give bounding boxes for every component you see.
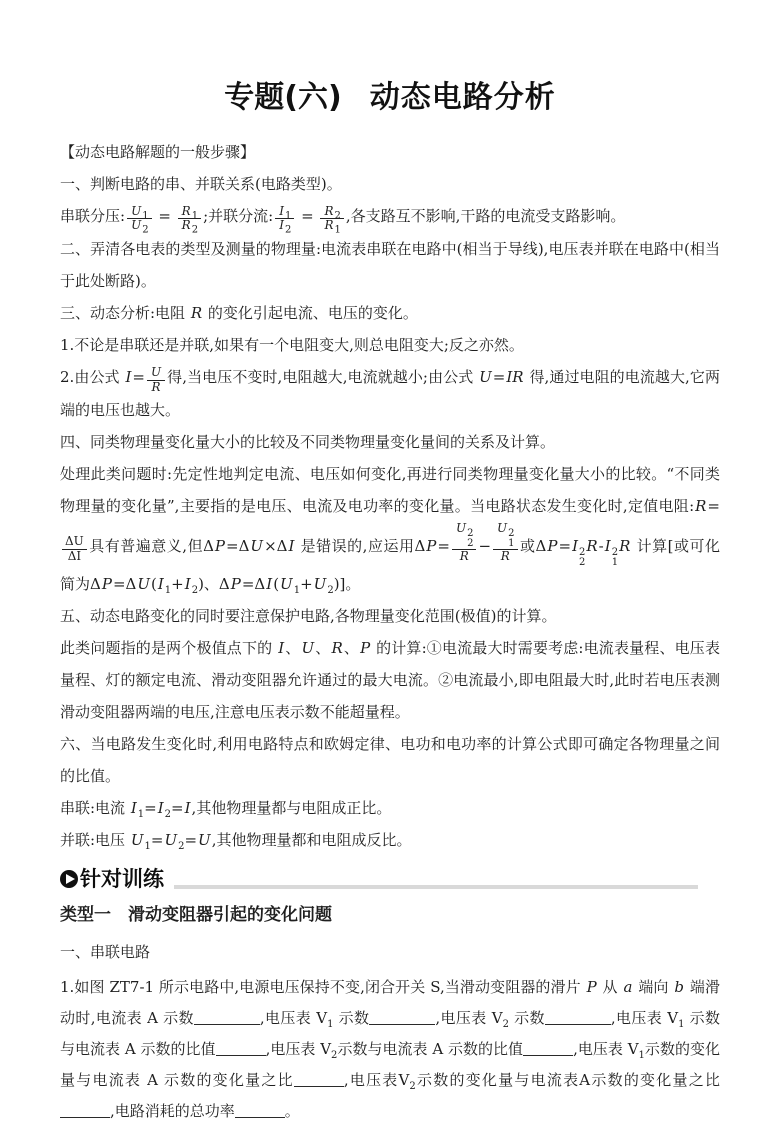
page-title-main: 动态电路分析 [369, 80, 556, 115]
series-ratio: 串联:电流 $I_1=I_2=I$,其他物理量都与电阻成正比。 [60, 798, 392, 820]
answer-blank [216, 1041, 266, 1056]
series-parallel-formula: 串联分压: $\frac{U_1}{U_2}$ = $\frac{R_1}{R_2}$ ;并联分流: $\frac{I_1}{I_2}$ = $\frac{R_2}{R_1}$ ,各支路互不影响,干路的电流受支路影响。 [60, 203, 626, 236]
step-four-detail: 处理此类问题时:先定性地判定电流、电压如何变化,再进行同类物理量变化量大小的比较。“不同类物理量的变化量”,主要指的是电压、电流及电功率的变化量。当电路状态发生变化时,定值电阻:R= $\frac{\Delta U}{\Delta I}$ 具有普遍意义,但ΔP=ΔU×ΔI 是错误的,应运用ΔP= U 2 2 R − U 2 1 R 或ΔP=I 2 2 R-I 2 1 R 计算[或可化简为$\Delta P=\Delta U(I_1+I_2)$、$\Delta P=\Delta I(U_1+U_2)$]。 [60, 465, 720, 596]
step-three-1: 1.不论是串联还是并联,如果有一个电阻变大,则总电阻变大;反之亦然。 [60, 336, 524, 355]
document-body [60, 136, 720, 1127]
parallel-ratio: 并联:电压 $U_1=U_2=U$,其他物理量都和电阻成反比。 [60, 830, 412, 852]
question-1: 1.如图 ZT7-1 所示电路中,电源电压保持不变,闭合开关 S,当滑动变阻器的滑片 P 从 a 端向 b 端滑动时,电流表 A 示数 ,电压表 $V_1$ 示数 ,电压表 $V_2$ 示数 ,电压表 $V_1$ 示数与电流表 A 示数的比值 ,电压表 $V_2$示数与电流表 A 示数的比值 ,电压表 $V_1$示数的变化量与电流表 A 示数的变化量之比 ,电压表$V_2$示数的变化量与电流表A示数的变化量之比,电路消耗的总功率 。 [60, 977, 720, 1120]
page-title-prefix: 专题(六) [224, 80, 342, 115]
step-five: 五、动态电路变化的同时要注意保护电路,各物理量变化范围(极值)的计算。 [60, 606, 557, 625]
training-header [60, 866, 720, 892]
answer-blank [369, 1010, 435, 1025]
step-four: 四、同类物理量变化量大小的比较及不同类物理量变化量间的关系及计算。 [60, 433, 556, 452]
step-five-detail: 此类问题指的是两个极值点下的 I、U、R、P 的计算:①电流最大时需要考虑:电流表量程、电压表量程、灯的额定电流、滑动变阻器允许通过的最大电流。②电流最小,即电阻最大时,此时若电压表测滑动变阻器两端的电压,注意电压表示数不能超量程。 [60, 638, 720, 721]
page-title [60, 80, 720, 116]
header-rule [174, 885, 698, 889]
answer-blank [235, 1103, 285, 1118]
answer-blank [294, 1072, 344, 1087]
step-one: 一、判断电路的串、并联关系(电路类型)。 [60, 175, 342, 193]
steps-heading: 【动态电路解题的一般步骤】 [60, 143, 256, 161]
step-two: 二、弄清各电表的类型及测量的物理量:电流表串联在电路中(相当于导线),电压表并联在电路中(相当于此处断路)。 [60, 240, 720, 291]
training-header-label: 针对训练 [80, 866, 164, 891]
play-circle-icon [60, 870, 78, 888]
step-three-2: 2.由公式 I= $\frac{U}{R}$ 得,当电压不变时,电阻越大,电流就越小;由公式 U=IR 得,通过电阻的电流越大,它两端的电压也越大。 [60, 364, 720, 420]
answer-blank [545, 1010, 611, 1025]
answer-blank [60, 1103, 110, 1118]
series-circuit-label: 一、串联电路 [60, 942, 151, 961]
type-one-heading: 类型一 滑动变阻器引起的变化问题 [60, 904, 332, 925]
answer-blank [523, 1041, 573, 1056]
answer-blank [194, 1010, 260, 1025]
step-three: 三、动态分析:电阻 R 的变化引起电流、电压的变化。 [60, 304, 418, 323]
step-six: 六、当电路发生变化时,利用电路特点和欧姆定律、电功和电功率的计算公式即可确定各物理量之间的比值。 [60, 734, 720, 785]
